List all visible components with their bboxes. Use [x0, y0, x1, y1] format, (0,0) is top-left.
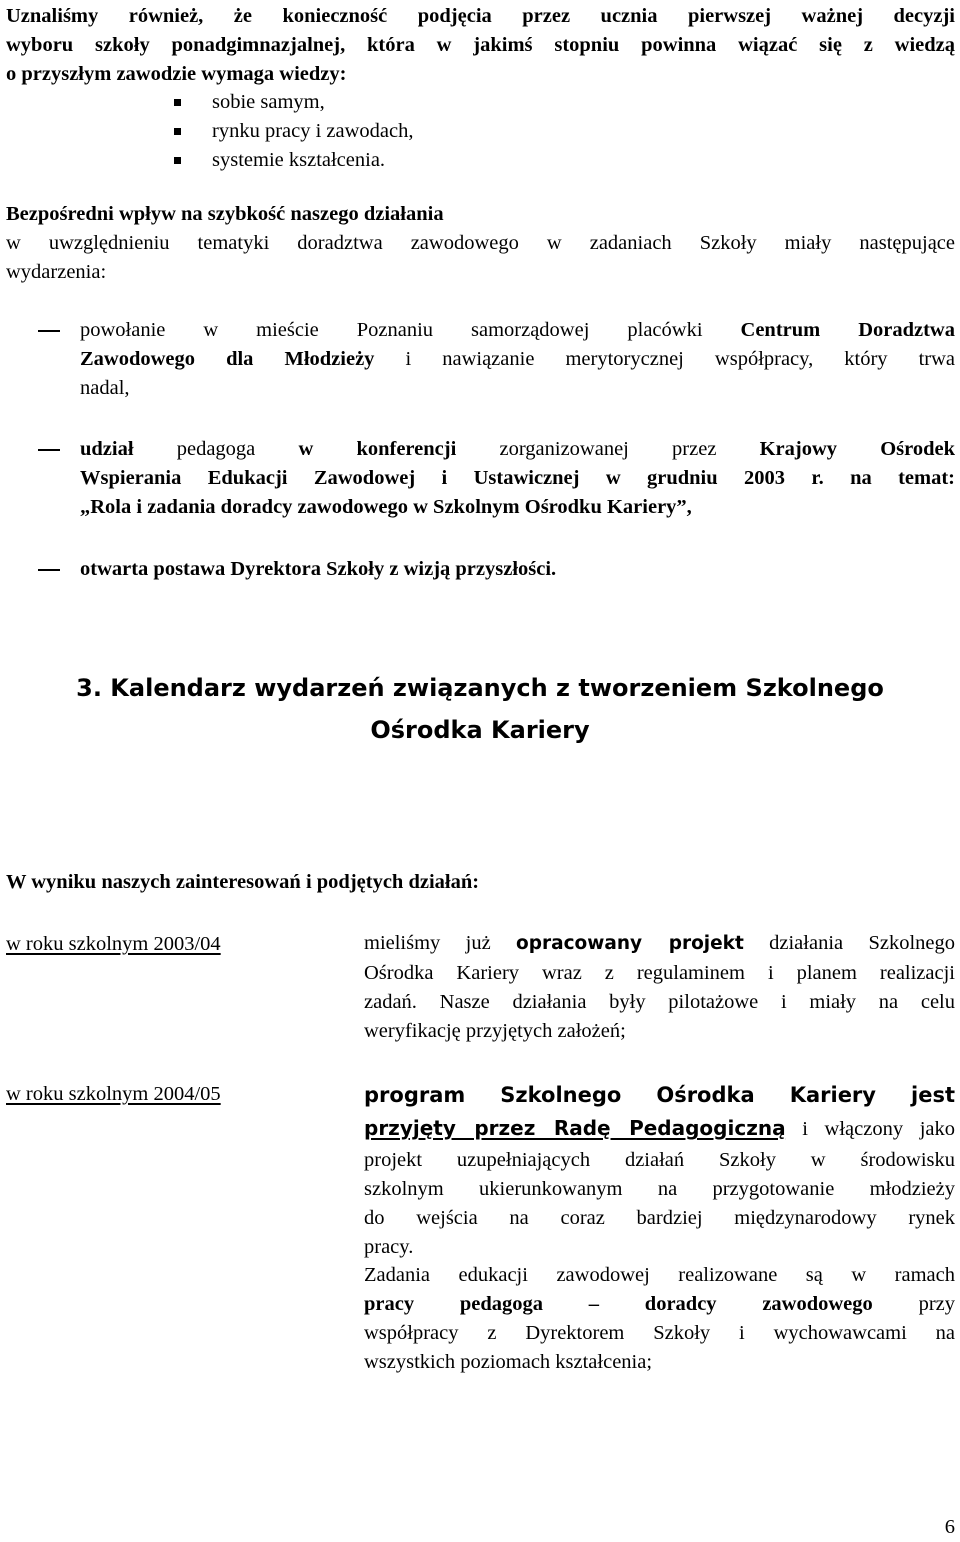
year-2004-row-8: pracy pedagoga – doradcy zawodowego przy — [364, 1293, 956, 1315]
year-2004-row-9: współpracy z Dyrektorem Szkoły i wychowawcami na — [364, 1322, 955, 1344]
dash-marker — [38, 435, 68, 464]
section-3-heading-line-2: Ośrodka Kariery — [370, 716, 590, 744]
event-1-line-3: nadal, — [80, 377, 130, 399]
event-2-line-1: udział pedagoga w konferencji zorganizowanej przez Krajowy Ośrodek — [80, 438, 956, 460]
section-3-heading-line-1: 3. Kalendarz wydarzeń związanych z tworzeniem Szkolnego — [76, 674, 884, 702]
year-2003-row-4: weryfikację przyjętych założeń; — [364, 1020, 626, 1042]
bullet-item: systemie kształcenia. — [174, 146, 674, 175]
event-1-line-2: Zawodowego dla Młodzieży i nawiązanie merytorycznej współpracy, który trwa — [80, 348, 956, 370]
year-2004-row-7: Zadania edukacji zawodowej realizowane są w ramach — [364, 1264, 955, 1286]
year-2004-row-4: szkolnym ukierunkowanym na przygotowanie młodzieży — [364, 1178, 955, 1200]
year-2004-row-3: projekt uzupełniających działań Szkoły w środowisku — [364, 1149, 955, 1171]
year-2003-row-2: Ośrodka Kariery wraz z regulaminem i planem realizacji — [364, 962, 955, 984]
year-2004-row-5: do wejścia na coraz bardziej międzynarodowy rynek — [364, 1207, 955, 1229]
direct-impact-line-1: w uwzględnieniu tematyki doradztwa zawodowego w zadaniach Szkoły miały następujące — [6, 232, 955, 254]
event-2-line-3: „Rola i zadania doradcy zawodowego w Szkolnym Ośrodku Kariery”, — [80, 496, 692, 518]
bullet-square-icon — [174, 157, 181, 164]
intro-line-3: o przyszłym zawodzie wymaga wiedzy: — [6, 63, 347, 85]
results-heading: W wyniku naszych zainteresowań i podjętych działań: — [6, 871, 480, 893]
intro-line-1: Uznaliśmy również, że konieczność podjęcia przez ucznia pierwszej ważnej decyzji — [6, 5, 955, 27]
year-2004-row-6: pracy. — [364, 1236, 414, 1258]
year-2003-row-1: mieliśmy już opracowany projekt działania Szkolnego — [364, 932, 955, 954]
year-2003-label: w roku szkolnym 2003/04 — [6, 933, 221, 955]
direct-impact-heading: Bezpośredni wpływ na szybkość naszego działania — [6, 203, 444, 225]
year-2004-row-1: program Szkolnego Ośrodka Kariery jest — [364, 1083, 955, 1107]
bullet-item: sobie samym, — [174, 88, 674, 117]
intro-line-2: wyboru szkoły ponadgimnazjalnej, która w jakimś stopniu powinna wiązać się z wiedzą — [6, 34, 955, 56]
event-1-line-1: powołanie w mieście Poznaniu samorządowej placówki Centrum Doradztwa — [80, 319, 955, 341]
bullet-square-icon — [174, 128, 181, 135]
year-2003-row-3: zadań. Nasze działania były pilotażowe i miały na celu — [364, 991, 955, 1013]
direct-impact-line-2: wydarzenia: — [6, 261, 107, 283]
event-3-line: otwarta postawa Dyrektora Szkoły z wizją przyszłości. — [80, 558, 557, 580]
event-2-line-2: Wspierania Edukacji Zawodowej i Ustawicznej w grudniu 2003 r. na temat: — [80, 467, 955, 489]
year-2004-label: w roku szkolnym 2004/05 — [6, 1083, 221, 1105]
bullet-item: rynku pracy i zawodach, — [174, 117, 674, 146]
year-2004-row-10: wszystkich poziomach kształcenia; — [364, 1351, 653, 1373]
year-2004-row-2: przyjęty przez Radę Pedagogiczną i włączony jako — [364, 1116, 956, 1140]
dash-marker — [38, 555, 68, 584]
dash-marker — [38, 316, 68, 345]
page-number: 6 — [944, 1516, 955, 1538]
bullet-square-icon — [174, 99, 181, 106]
